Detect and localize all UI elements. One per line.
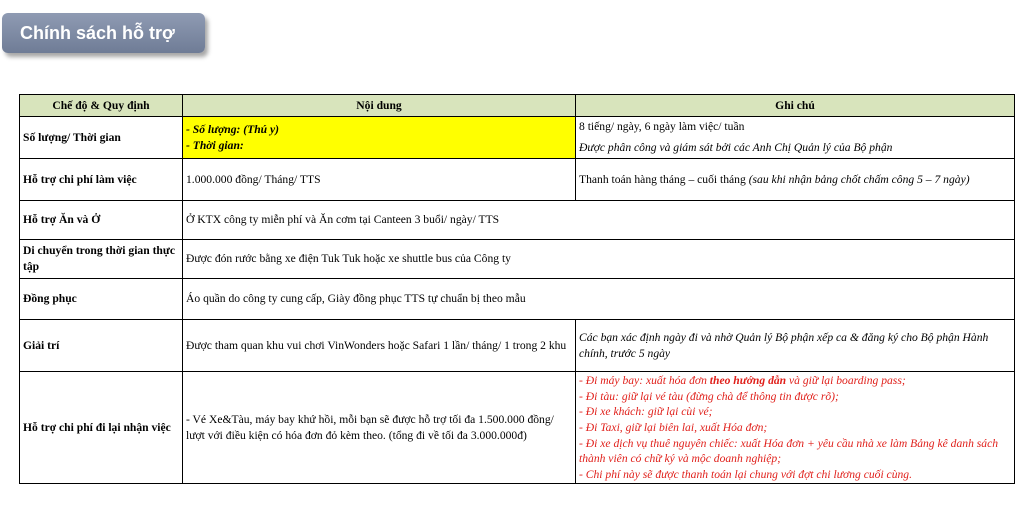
- content-line: - Số lượng: (Thú y): [186, 122, 280, 136]
- note-text: Thanh toán hàng tháng – cuối tháng: [579, 172, 749, 186]
- header-note: Ghi chú: [576, 95, 1015, 117]
- table-row: [20, 159, 1015, 201]
- content-cell: Ở KTX công ty miễn phí và Ăn cơm tại Canteen 3 buổi/ ngày/ TTS: [183, 201, 1015, 240]
- table-row: [20, 279, 1015, 320]
- note-cell: [576, 159, 1015, 201]
- content-cell: Được tham quan khu vui chơi VinWonders hoặc Safari 1 lần/ tháng/ 1 trong 2 khu: [183, 320, 576, 372]
- page-bottom-margin: [0, 484, 1024, 529]
- note-line: - Đi xe khách: giữ lại cùi vé;: [579, 405, 713, 419]
- table-row: [20, 320, 1015, 372]
- rule-cell: Hỗ trợ chi phí đi lại nhận việc: [20, 372, 183, 484]
- content-cell: Áo quần do công ty cung cấp, Giày đồng phục TTS tự chuẩn bị theo mẫu: [183, 279, 1015, 320]
- note-cell: [576, 372, 1015, 484]
- note-text-bold: theo hướng dẫn: [709, 374, 787, 387]
- note-line: [579, 373, 1011, 389]
- note-text: - Đi máy bay: xuất hóa đơn: [579, 374, 710, 387]
- table-row: [20, 201, 1015, 240]
- table-row: [20, 240, 1015, 279]
- note-text: và giữ lại boarding pass;: [786, 374, 906, 387]
- rule-cell: Số lượng/ Thời gian: [20, 117, 183, 159]
- content-line: - Thời gian:: [186, 138, 244, 152]
- rule-cell: Giải trí: [20, 320, 183, 372]
- content-cell: [183, 117, 576, 159]
- content-cell: 1.000.000 đồng/ Tháng/ TTS: [183, 159, 576, 201]
- content-cell: Được đón rước bằng xe điện Tuk Tuk hoặc xe shuttle bus của Công ty: [183, 240, 1015, 279]
- note-line: - Chi phí này sẽ được thanh toán lại chung với đợt chi lương cuối cùng.: [579, 467, 912, 481]
- table-header-row: [20, 95, 1015, 117]
- header-content: Nội dung: [183, 95, 576, 117]
- table-row: [20, 117, 1015, 159]
- note-cell: Các bạn xác định ngày đi và nhờ Quản lý Bộ phận xếp ca & đăng ký cho Bộ phận Hành chính, trước 5 ngày: [576, 320, 1015, 372]
- rule-cell: Hỗ trợ Ăn và Ở: [20, 201, 183, 240]
- note-line: - Đi Taxi, giữ lại biên lai, xuất Hóa đơn;: [579, 420, 768, 434]
- table-row: [20, 372, 1015, 484]
- page-title: Chính sách hỗ trợ: [2, 13, 205, 53]
- header-rule: Chế độ & Quy định: [20, 95, 183, 117]
- content-cell: - Vé Xe&Tàu, máy bay khứ hồi, mỗi bạn sẽ được hỗ trợ tối đa 1.500.000 đồng/ lượt với điều kiện có hóa đơn đỏ kèm theo. (tổng đi về tối đa 3.000.000đ): [183, 372, 576, 484]
- rule-cell: Hỗ trợ chi phí làm việc: [20, 159, 183, 201]
- note-text-italic: (sau khi nhận bảng chốt chấm công 5 – 7 ngày): [748, 172, 970, 186]
- note-line: Được phân công và giám sát bởi các Anh Chị Quản lý của Bộ phận: [579, 141, 893, 154]
- rule-cell: Đồng phục: [20, 279, 183, 320]
- note-line: - Đi xe dịch vụ thuê nguyên chiếc: xuất Hóa đơn + yêu cầu nhà xe làm Bảng kê danh sách thành viên có chữ ký và mộc doanh nghiệp;: [579, 436, 999, 466]
- note-cell: [576, 117, 1015, 159]
- policy-table: [19, 94, 1015, 484]
- rule-cell: Di chuyển trong thời gian thực tập: [20, 240, 183, 279]
- note-line: 8 tiếng/ ngày, 6 ngày làm việc/ tuần: [579, 120, 745, 134]
- note-line: - Đi tàu: giữ lại vé tàu (đừng chà để thông tin được rõ);: [579, 389, 839, 403]
